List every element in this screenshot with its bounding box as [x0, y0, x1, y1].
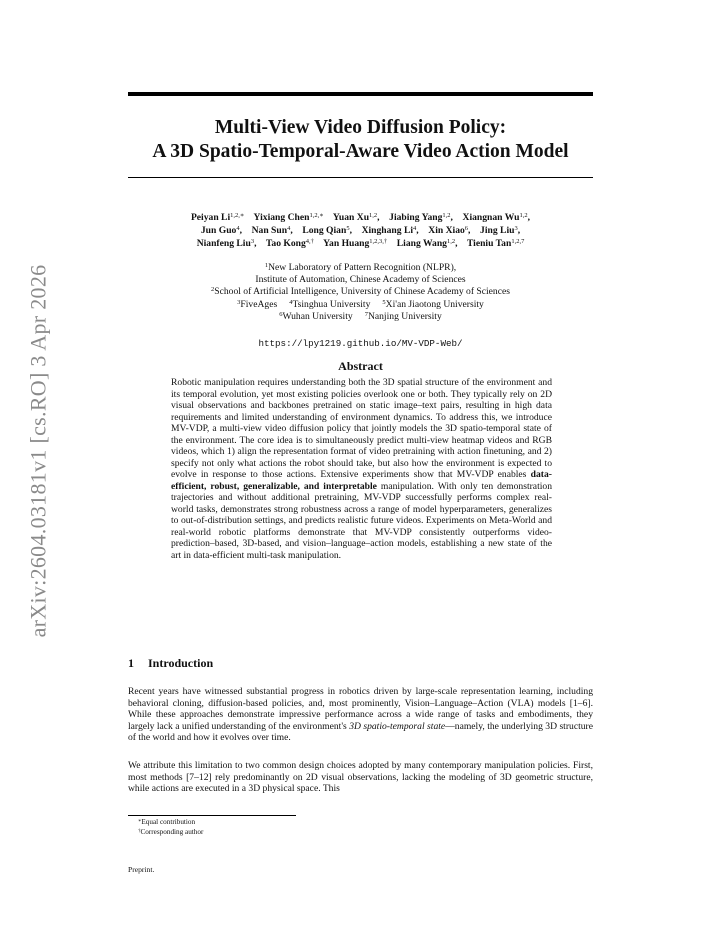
author-sup: 6 [464, 225, 469, 232]
abstract-body: Robotic manipulation requires understanding both the 3D spatial structure of the environment and its temporal evolution, yet most existing policies overlook one or both. They typically rely on 2D visual observations and backbones pretrained on static image–text pairs, resulting in high data requirements and limited understanding of environment dynamics. To address this, we introduce MV-VDP, a multi-view video diffusion policy that jointly models the 3D spatio-temporal state of the environment. The core idea is to simultaneously predict multi-view heatmap videos and RGB videos, which 1) align the representation format of video pretraining with action finetuning, and 2) specify not only what actions the robot should take, but also how the environment is expected to evolve in response to those actions. Extensive experiments show that MV-VDP enables data-efficient, robust, generalizable, and interpretable manipulation. With only ten demonstration trajectories and without additional pretraining, MV-VDP successfully performs complex real-world tasks, demonstrates strong robustness across a range of model hyperparameters, generalizes to out-of-distribution settings, and predicts realistic future videos. Experiments on Meta-World and real-world robotic platforms demonstrate that MV-VDP consistently outperforms video-prediction–based, 3D-based, and vision–language–action models, establishing a new state of the art in data-efficient multi-task manipulation. [171, 377, 552, 561]
footnote-rule [128, 815, 296, 816]
author-sup: 4 [413, 225, 417, 232]
section-number: 1 [128, 656, 134, 670]
author-name: Long Qian [302, 225, 347, 236]
author-sup: 1,2,∗ [230, 212, 245, 219]
title-line-2: A 3D Spatio-Temporal-Aware Video Action Model [152, 141, 569, 162]
abstract-heading: Abstract [338, 359, 383, 373]
author-sup: 4 [236, 225, 240, 232]
author-sup: 1,2,7 [511, 238, 525, 245]
project-url[interactable]: https://lpy1219.github.io/MV-VDP-Web/ [258, 338, 463, 349]
author-name: Yuan Xu [332, 212, 370, 223]
author-name: Liang Wang [396, 238, 447, 249]
title-rule-top [128, 92, 593, 96]
author-name: Nan Sun [251, 225, 288, 236]
author-line-3: Nianfeng Liu$^3$, Tao Kong$^{4,\dagger}$ Yan Huang$^{1,2,3,\dagger}$ Liang Wang$^{1,2}$, Tieniu Tan$^{1,2,7}$ [196, 238, 525, 249]
affiliation-6-7: $^6$Wuhan University $^7$Nanjing University [279, 310, 442, 322]
author-sup: 5 [346, 225, 350, 232]
author-name: Tao Kong [265, 238, 306, 249]
section-title: Introduction [148, 656, 214, 670]
abstract-emphasis: data-efficient, robust, generalizable, and interpretable [171, 469, 552, 492]
title-rule-bottom [128, 177, 593, 178]
arxiv-stamp [20, 265, 56, 637]
affiliation-1-cont: Institute of Automation, Chinese Academy of Sciences [255, 274, 466, 286]
author-line-1: Peiyan $Li^{1,2,∗}$ Yixiang Chen$^{1,2,∗}$ Yuan Xu$^{1,2}$, Jiabing Yang$^{1,2}$, Xiangnan Wu$^{1,2}$, [190, 212, 531, 223]
author-sup: 4 [287, 225, 291, 232]
author-name: Jiabing Yang [389, 212, 443, 223]
author-name: Jing Liu [480, 225, 515, 236]
author-name: Yan Huang [323, 238, 370, 249]
author-sup: 3 [250, 238, 255, 245]
intro-paragraph-2: We attribute this limitation to two common design choices adopted by many contemporary manipulation policies. First, most methods [7–12] rely predominantly on 2D visual observations, lacking the modeling of 3D geometric structure, while actions are executed in a 3D physical space. This [128, 760, 593, 794]
author-name: Tieniu Tan [466, 238, 512, 249]
author-sup: 1,2 [519, 212, 528, 219]
footnote-equal-contribution: ∗Equal contribution [138, 818, 196, 826]
affiliation-2: $^2$School of Artificial Intelligence, University of Chinese Academy of Sciences [211, 286, 510, 298]
author-name: Jun Guo [200, 225, 237, 236]
title-line-1: Multi-View Video Diffusion Policy: [214, 117, 507, 138]
author-sup: 1,2 [446, 238, 456, 245]
author-name: Xiangnan Wu [462, 212, 520, 223]
author-name: Xinghang Li [361, 225, 414, 236]
affiliations [128, 262, 593, 323]
intro-paragraph-1: Recent years have witnessed substantial progress in robotics driven by large-scale representation learning, including behavioral cloning, diffusion-based policies, and, most prominently, Vision–Language–Action (VLA) models [1–6]. While these approaches demonstrate impressive performance across a wide range of tasks and embodiments, they largely lack a unified understanding of the environment's 3D spatio-temporal state—namely, the underlying 3D structure of the world and how it evolves over time. [128, 686, 594, 743]
author-sup: 1,2 [442, 212, 451, 219]
author-list [128, 211, 593, 250]
arxiv-stamp-text: arXiv:2604.03181v1 [cs.RO] 3 Apr 2026 [25, 264, 50, 638]
author-sup: 1,2,∗ [309, 212, 324, 219]
author-name: Xin Xiao [428, 225, 465, 236]
author-sup: 4,† [305, 238, 314, 245]
author-name: Peiyan Li [190, 212, 231, 223]
footnote-corresponding-author: †Corresponding author [138, 828, 204, 836]
author-sup: 3 [514, 225, 518, 232]
author-name: Yixiang Chen [253, 212, 310, 223]
author-sup: 1,2 [369, 212, 378, 219]
author-line-2: Jun Guo$^4$, Nan Sun$^4$, Long Qian$^5$, Xinghang Li$^4$, Xin Xiao$^6$, Jing Liu$^3$, [200, 225, 521, 236]
author-name: Nianfeng Liu [196, 238, 251, 249]
author-sup: 1,2,3,† [369, 238, 388, 245]
section-heading-introduction [128, 656, 213, 671]
affiliation-1: $^1$New Laboratory of Pattern Recognition (NLPR), [264, 262, 457, 273]
preprint-label: Preprint. [128, 865, 155, 874]
paper-title [128, 116, 593, 164]
affiliation-3-5: $^3$FiveAges $^4$Tsinghua University $^5$Xi'an Jiaotong University [237, 298, 484, 310]
